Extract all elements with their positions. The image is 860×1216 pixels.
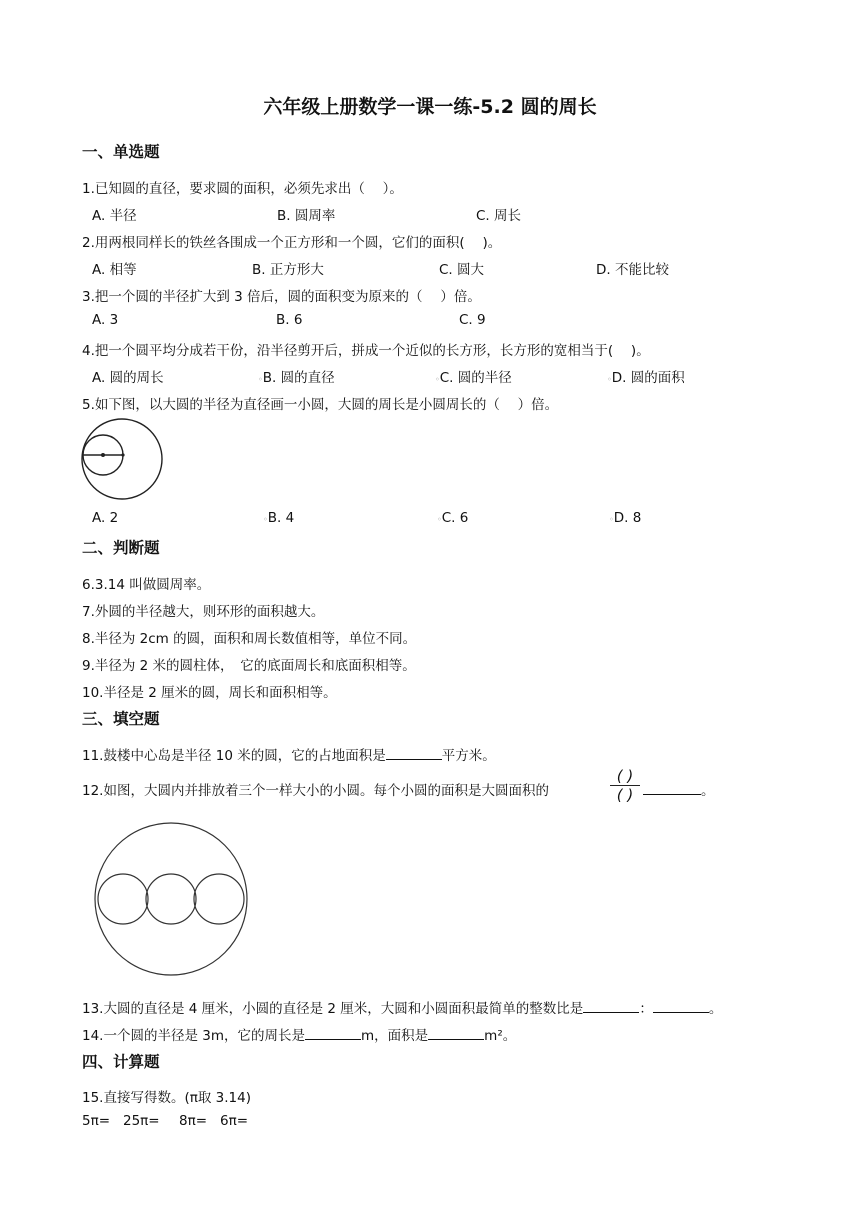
question-2: 2.用两根同样长的铁丝各围成一个正方形和一个圆，它们的面积( )。 <box>82 235 502 251</box>
q3-option-c: C. 9 <box>459 312 486 328</box>
question-14: 14.一个圆的半径是 3m，它的周长是 m，面积是 m²。 <box>82 1028 517 1044</box>
q4-option-b: ◦B. 圆的直径 <box>258 370 335 386</box>
q12-small-circle-right <box>194 874 244 924</box>
calc-item-4: 6π= <box>220 1113 249 1129</box>
question-13: 13.大圆的直径是 4 厘米，小圆的直径是 2 厘米，大圆和小圆面积最简单的整数比是 ： 。 <box>82 1001 723 1017</box>
q5-option-a: A. 2 <box>92 510 119 526</box>
q12-fraction <box>610 768 640 803</box>
q12-large-circle <box>95 823 247 975</box>
question-12: 12.如图，大圆内并排放着三个一样大小的小圆。每个小圆的面积是大圆面积的 <box>82 783 549 799</box>
question-6: 6.3.14 叫做圆周率。 <box>82 577 211 593</box>
q2-option-d: D. 不能比较 <box>596 262 669 278</box>
q1-option-c: C. 周长 <box>476 208 522 224</box>
question-4: 4.把一个圆平均分成若干份，沿半径剪开后，拼成一个近似的长方形，长方形的宽相当于( )。 <box>82 343 650 359</box>
q4-option-c: ◦C. 圆的半径 <box>435 370 512 386</box>
q5-end-dot <box>121 453 124 456</box>
q5-option-d: ◦D. 8 <box>609 510 642 526</box>
q13-answer-blank-2[interactable] <box>653 1000 709 1013</box>
q1-option-a: A. 半径 <box>92 208 137 224</box>
q12-answer-blank[interactable] <box>643 782 701 795</box>
page-title: 六年级上册数学一课一练-5.2 圆的周长 <box>263 96 597 118</box>
q12-small-circle-left <box>98 874 148 924</box>
q12-small-circle-middle <box>146 874 196 924</box>
q5-center-dot <box>101 453 105 457</box>
q14-answer-blank-1[interactable] <box>305 1027 361 1040</box>
calc-item-3: 8π= <box>179 1113 208 1129</box>
calc-item-2: 25π= <box>123 1113 160 1129</box>
question-3: 3.把一个圆的半径扩大到 3 倍后，圆的面积变为原来的（ ）倍。 <box>82 289 481 305</box>
question-8: 8.半径为 2cm 的圆，面积和周长数值相等，单位不同。 <box>82 631 417 647</box>
q5-option-b: ◦B. 4 <box>263 510 295 526</box>
calc-item-1: 5π= <box>82 1113 111 1129</box>
question-9: 9.半径为 2 米的圆柱体， 它的底面周长和底面积相等。 <box>82 658 416 674</box>
q3-option-a: A. 3 <box>92 312 119 328</box>
q12-circle-figure <box>94 820 254 980</box>
section-heading-fill-blank: 三、填空题 <box>82 710 160 728</box>
question-1: 1.已知圆的直径，要求圆的面积，必须先求出（ ）。 <box>82 181 403 197</box>
section-heading-calculation: 四、计算题 <box>82 1053 160 1071</box>
q5-circle-figure <box>80 418 170 502</box>
q11-answer-blank[interactable] <box>386 747 442 760</box>
section-heading-true-false: 二、判断题 <box>82 539 160 557</box>
q14-answer-blank-2[interactable] <box>428 1027 484 1040</box>
question-5: 5.如下图，以大圆的半径为直径画一小圆，大圆的周长是小圆周长的（ ）倍。 <box>82 397 559 413</box>
q5-option-c: ◦C. 6 <box>437 510 469 526</box>
q2-option-a: A. 相等 <box>92 262 137 278</box>
q3-option-b: B. 6 <box>276 312 303 328</box>
q12-answer: 。 <box>643 779 715 799</box>
question-10: 10.半径是 2 厘米的圆，周长和面积相等。 <box>82 685 337 701</box>
section-heading-single-choice: 一、单选题 <box>82 143 160 161</box>
q2-option-c: C. 圆大 <box>439 262 485 278</box>
q12-fraction-denominator: ( ) <box>616 786 634 804</box>
q13-answer-blank-1[interactable] <box>583 1000 639 1013</box>
question-7: 7.外圆的半径越大，则环形的面积越大。 <box>82 604 325 620</box>
q2-option-b: B. 正方形大 <box>252 262 324 278</box>
question-15: 15.直接写得数。(π取 3.14) <box>82 1090 251 1106</box>
q1-option-b: B. 圆周率 <box>277 208 336 224</box>
q4-option-a: A. 圆的周长 <box>92 370 164 386</box>
q4-option-d: ◦D. 圆的面积 <box>607 370 685 386</box>
question-11: 11.鼓楼中心岛是半径 10 米的圆，它的占地面积是 平方米。 <box>82 748 496 764</box>
q12-fraction-numerator: ( ) <box>616 767 634 785</box>
